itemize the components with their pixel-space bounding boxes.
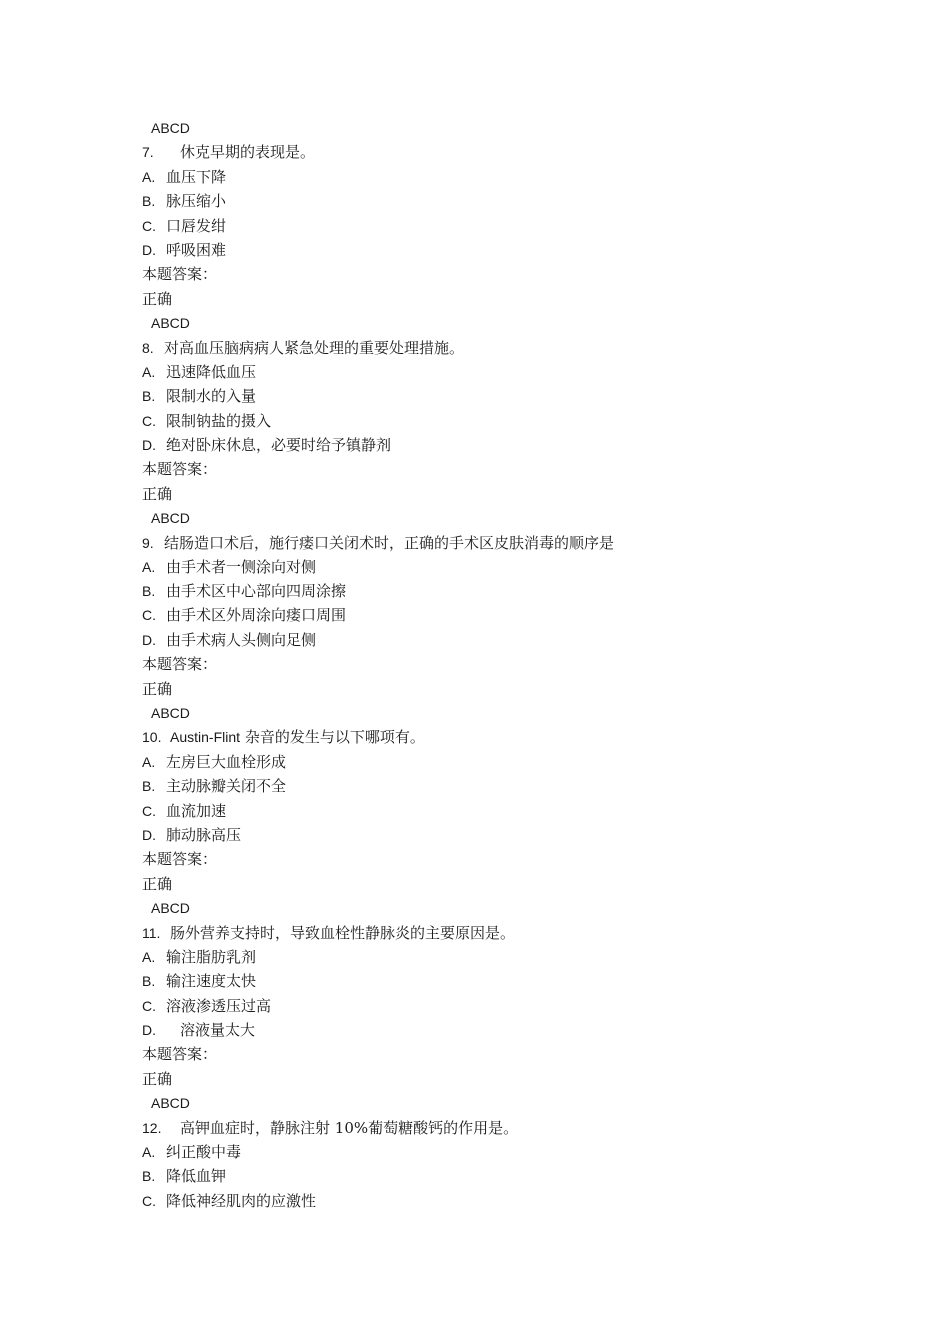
option-text: 由手术病人头侧向足侧 <box>166 630 317 649</box>
answer-option <box>142 603 672 627</box>
answer-option <box>142 238 672 262</box>
option-text: 迅速降低血压 <box>166 362 257 381</box>
answer-option <box>142 214 672 238</box>
option-text: 输注速度太快 <box>166 972 257 991</box>
option-letter: A. <box>142 558 156 575</box>
document-page <box>142 116 672 1213</box>
answer-option <box>142 969 672 993</box>
option-text: 降低血钾 <box>166 1167 227 1186</box>
option-text: 绝对卧床休息，必要时给予镇静剂 <box>166 436 392 455</box>
answer-option <box>142 579 672 603</box>
answer-label: 本题答案： <box>142 655 218 674</box>
answer-code: ABCD <box>151 900 190 917</box>
answer-result: 正确 <box>142 874 173 893</box>
option-letter: C. <box>142 1192 156 1209</box>
option-text: 限制钠盐的摄入 <box>166 411 272 430</box>
option-text: 由手术者一侧涂向对侧 <box>166 557 317 576</box>
answer-result: 正确 <box>142 679 173 698</box>
answer-code: ABCD <box>151 1095 190 1112</box>
option-text: 口唇发绀 <box>166 216 227 235</box>
option-text: 呼吸困难 <box>166 240 227 259</box>
question-text: 杂音的发生与以下哪项有。 <box>244 728 425 747</box>
answer-option <box>142 189 672 213</box>
option-letter: B. <box>142 193 156 210</box>
answer-option <box>142 774 672 798</box>
option-text: 由手术区中心部向四周涂擦 <box>166 582 347 601</box>
answer-result: 正确 <box>142 289 173 308</box>
answer-option <box>142 994 672 1018</box>
answer-option <box>142 555 672 579</box>
answer-label: 本题答案： <box>142 265 218 284</box>
answer-label: 本题答案： <box>142 1045 218 1064</box>
answer-option <box>142 433 672 457</box>
option-letter: A. <box>142 753 156 770</box>
answer-label: 本题答案： <box>142 460 218 479</box>
answer-option <box>142 628 672 652</box>
question-number: 10. <box>142 729 162 746</box>
option-text: 血流加速 <box>166 801 227 820</box>
answer-option <box>142 409 672 433</box>
question-number: 7. <box>142 144 154 161</box>
question-text: 肠外营养支持时，导致血栓性静脉炎的主要原因是。 <box>170 923 516 942</box>
option-text: 输注脂肪乳剂 <box>166 947 257 966</box>
answer-option <box>142 1018 672 1042</box>
option-letter: A. <box>142 948 156 965</box>
option-letter: D. <box>142 241 156 258</box>
answer-option <box>142 165 672 189</box>
question-stem <box>142 921 672 945</box>
option-letter: D. <box>142 826 156 843</box>
option-text: 脉压缩小 <box>166 192 227 211</box>
option-letter: D. <box>142 437 156 454</box>
option-text: 溶液渗透压过高 <box>166 996 272 1015</box>
answer-option <box>142 823 672 847</box>
option-letter: B. <box>142 778 156 795</box>
question-text: 高钾血症时，静脉注射 10%葡萄糖酸钙的作用是。 <box>180 1118 519 1137</box>
option-text: 纠正酸中毒 <box>166 1143 242 1162</box>
question-stem <box>142 1116 672 1140</box>
option-letter: C. <box>142 607 156 624</box>
option-text: 主动脉瓣关闭不全 <box>166 777 287 796</box>
option-letter: B. <box>142 1168 156 1185</box>
option-letter: D. <box>142 1022 156 1039</box>
question-stem <box>142 725 672 749</box>
option-text: 肺动脉高压 <box>166 825 242 844</box>
option-letter: A. <box>142 1144 156 1161</box>
answer-code: ABCD <box>151 315 190 332</box>
question-text: 结肠造口术后，施行瘘口关闭术时，正确的手术区皮肤消毒的顺序是 <box>164 533 615 552</box>
question-number: 8. <box>142 339 154 356</box>
question-latin-term: Austin-Flint <box>170 729 241 746</box>
answer-option <box>142 1189 672 1213</box>
answer-label: 本题答案： <box>142 850 218 869</box>
option-letter: C. <box>142 802 156 819</box>
answer-code: ABCD <box>151 510 190 527</box>
question-text: 休克早期的表现是。 <box>180 143 316 162</box>
option-letter: A. <box>142 168 156 185</box>
answer-code: ABCD <box>151 704 190 721</box>
answer-option <box>142 1140 672 1164</box>
answer-option <box>142 384 672 408</box>
option-letter: B. <box>142 583 156 600</box>
answer-result: 正确 <box>142 484 173 503</box>
question-number: 11. <box>142 924 161 941</box>
option-letter: B. <box>142 973 156 990</box>
option-text: 限制水的入量 <box>166 387 257 406</box>
question-text: 对高血压脑病病人紧急处理的重要处理措施。 <box>164 338 465 357</box>
option-letter: C. <box>142 997 156 1014</box>
option-text: 降低神经肌肉的应激性 <box>166 1191 317 1210</box>
question-number: 9. <box>142 534 154 551</box>
answer-code: ABCD <box>151 120 190 136</box>
option-letter: A. <box>142 363 156 380</box>
answer-result: 正确 <box>142 1069 173 1088</box>
answer-option <box>142 360 672 384</box>
answer-option <box>142 945 672 969</box>
question-stem <box>142 140 672 164</box>
question-number: 12. <box>142 1119 162 1136</box>
answer-option <box>142 750 672 774</box>
option-letter: B. <box>142 388 156 405</box>
option-letter: C. <box>142 412 156 429</box>
answer-option <box>142 1164 672 1188</box>
option-letter: C. <box>142 217 156 234</box>
option-text: 血压下降 <box>166 167 227 186</box>
question-stem <box>142 531 672 555</box>
option-text: 溶液量太大 <box>180 1021 256 1040</box>
answer-option <box>142 799 672 823</box>
question-stem <box>142 336 672 360</box>
option-text: 由手术区外周涂向瘘口周围 <box>166 606 347 625</box>
option-letter: D. <box>142 631 156 648</box>
option-text: 左房巨大血栓形成 <box>166 752 287 771</box>
